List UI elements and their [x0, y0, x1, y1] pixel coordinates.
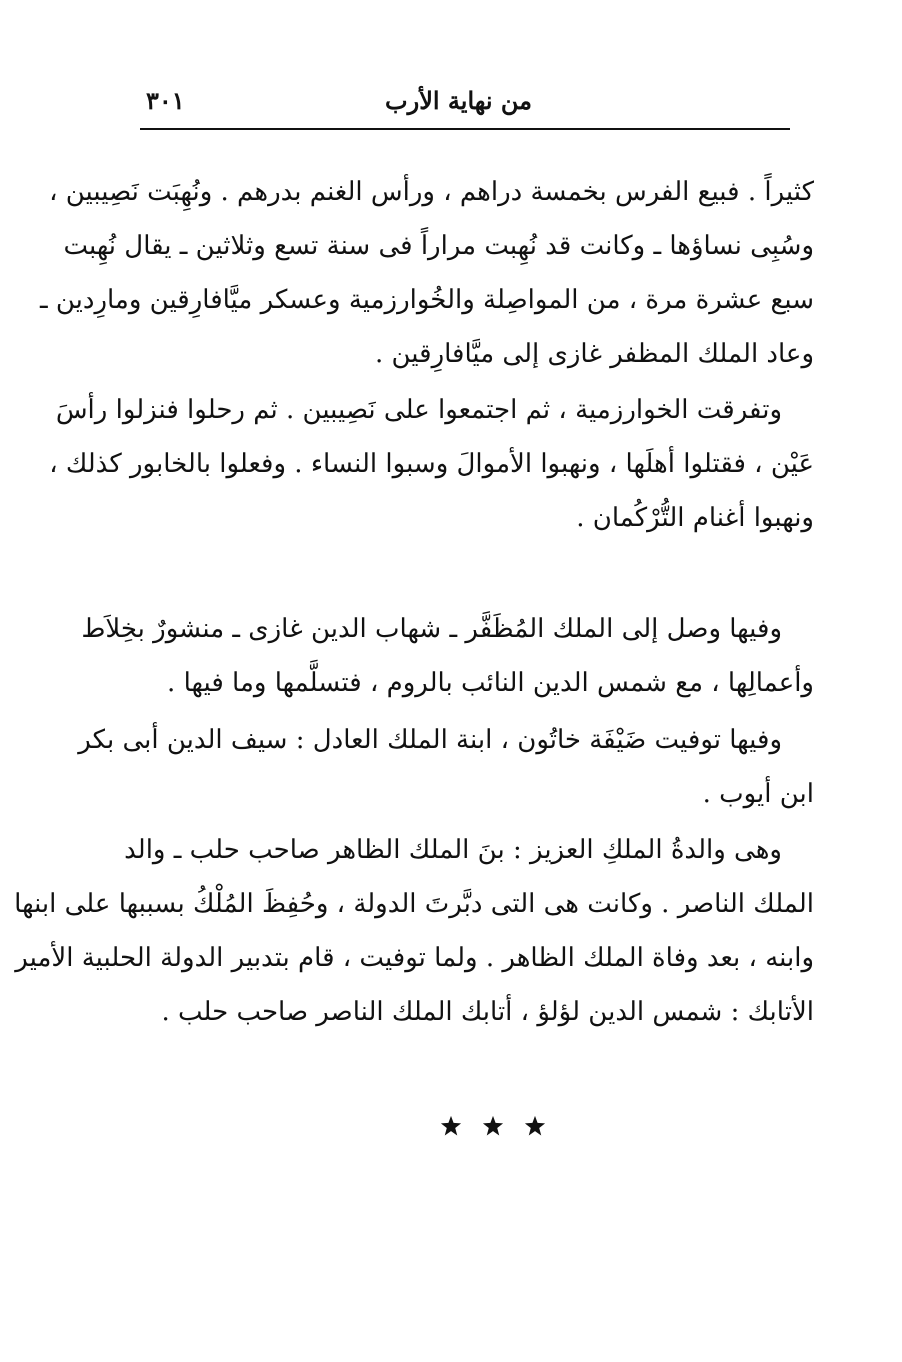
text-line: الملك الناصر . وكانت هى التى دبَّرتَ الدولة ، وحُفِظَ المُلْكُ بسببها على ابنها [14, 889, 814, 919]
paragraph-2 [49, 383, 814, 545]
star-icon [524, 1115, 546, 1137]
text-line: سبع عشرة مرة ، من المواصِلة والخُوارزمية وعسكر ميَّافارِقين ومارِدين ـ [39, 285, 814, 315]
star-icon [482, 1115, 504, 1137]
text-line: الأتابك : شمس الدين لؤلؤ ، أتابك الملك الناصر صاحب حلب . [161, 997, 814, 1027]
text-line: وفيها وصل إلى الملك المُظَفَّر ـ شهاب الدين غازى ـ منشورٌ بخِلاَط [81, 614, 782, 644]
text-line: عَيْن ، فقتلوا أهلَها ، ونهبوا الأموالَ وسبوا النساء . وفعلوا بالخابور كذلك ، [49, 449, 814, 479]
text-line: ابن أيوب . [702, 779, 814, 809]
text-line: وسُبِى نساؤها ـ وكانت قد نُهِبت مراراً فى سنة تسع وثلاثين ـ يقال نُهِبت [63, 231, 814, 261]
section-ornament [440, 1108, 570, 1144]
paragraph-1 [39, 165, 814, 381]
page-number: ٣٠١ [146, 86, 185, 115]
text-line: وابنه ، بعد وفاة الملك الظاهر . ولما توفيت ، قام بتدبير الدولة الحلبية الأمير [15, 943, 814, 973]
text-line: ونهبوا أغنام التُّرْكُمان . [576, 503, 814, 533]
star-icon [440, 1115, 462, 1137]
running-header [140, 82, 790, 122]
text-line: وعاد الملك المظفر غازى إلى ميَّافارِقين . [374, 339, 814, 369]
text-line: كثيراً . فبيع الفرس بخمسة دراهم ، ورأس الغنم بدرهم . ونُهِبَت نَصِيبين ، [49, 177, 814, 207]
paragraph-4 [78, 713, 814, 821]
text-line: وتفرقت الخوارزمية ، ثم اجتمعوا على نَصِيبين . ثم رحلوا فنزلوا رأسَ [55, 395, 782, 425]
header-rule [140, 128, 790, 130]
paragraph-3 [81, 602, 814, 710]
paragraph-5 [14, 823, 814, 1039]
text-line: وفيها توفيت ضَيْفَة خاتُون ، ابنة الملك العادل : سيف الدين أبى بكر [78, 725, 782, 755]
text-line: وأعمالِها ، مع شمس الدين النائب بالروم ، فتسلَّمها وما فيها . [167, 668, 814, 698]
text-line: وهى والدةُ الملكِ العزيز : بنَ الملك الظاهر صاحب حلب ـ والد [124, 835, 782, 865]
running-title: من نهاية الأرب [385, 86, 532, 115]
